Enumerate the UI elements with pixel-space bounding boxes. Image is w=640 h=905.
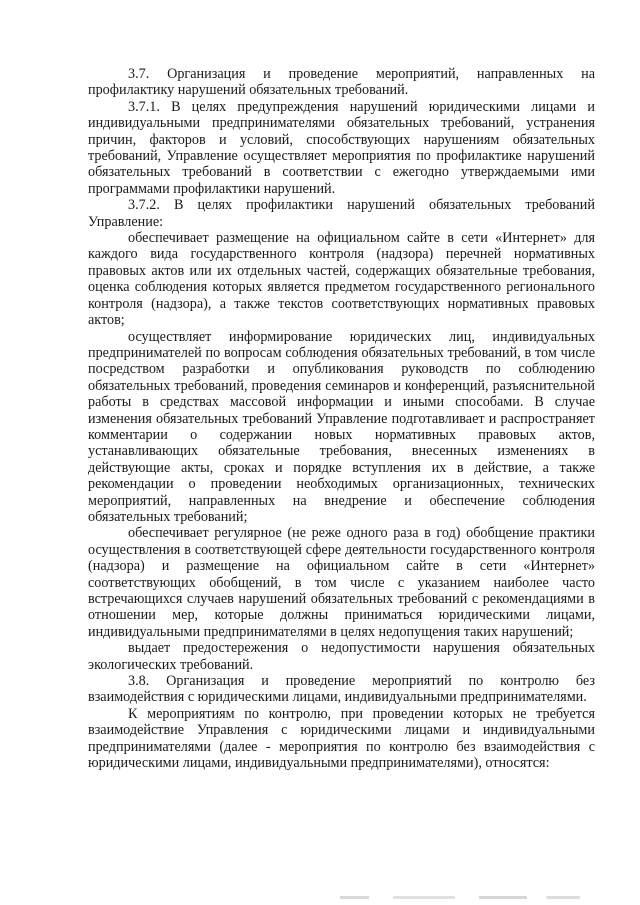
section-3-8-heading: 3.8. Организация и проведение мероприятий по контролю без взаимодействия с юридическими лицами, индивидуальными предпринимателями. — [88, 673, 595, 706]
section-3-8-intro-paragraph: К мероприятиям по контролю, при проведении которых не требуется взаимодействие Управления с юридическими лицами и индивидуальными предпринимателями (далее - мероприятия по контролю без взаимодействия с юридическими лицами, индивидуальными предпринимателями), относятся: — [88, 705, 595, 772]
list-item-warnings: выдает предостережения о недопустимости нарушения обязательных экологических требований. — [88, 640, 595, 673]
list-item-website-publication: обеспечивает размещение на официальном сайте в сети «Интернет» для каждого вида государственного контроля (надзора) перечней нормативных правовых актов или их отдельных частей, содержащих обязательные требования, оценка соблюдения которых является предметом государственного регионального контроля (надзора), а также текстов соответствующих нормативных правовых актов; — [88, 230, 595, 329]
list-item-practice-summary: обеспечивает регулярное (не реже одного раза в год) обобщение практики осуществления в соответствующей сфере деятельности государственного контроля (надзора) и размещение на официальном сайте в сети «Интернет» соответствующих обобщений, в том числе с указанием наиболее часто встречающихся случаев нарушений обязательных требований с рекомендациями в отношении мер, которые должны приниматься юридическими лицами, индивидуальными предпринимателями в целях недопущения таких нарушений; — [88, 525, 595, 640]
section-3-7-2-paragraph: 3.7.2. В целях профилактики нарушений обязательных требований Управление: — [88, 197, 595, 230]
section-3-7-1-paragraph: 3.7.1. В целях предупреждения нарушений юридическими лицами и индивидуальными предпринимателями обязательных требований, устранения причин, факторов и условий, способствующих нарушениям обязательных требований, Управление осуществляет мероприятия по профилактике нарушений обязательных требований в соответствии с ежегодно утверждаемыми ими программами профилактики нарушений. — [88, 98, 595, 197]
section-3-7-heading: 3.7. Организация и проведение мероприятий, направленных на профилактику нарушений обязательных требований. — [88, 66, 595, 99]
document-body — [88, 66, 595, 771]
list-item-informing: осуществляет информирование юридических лиц, индивидуальных предпринимателей по вопросам соблюдения обязательных требований, в том числе посредством разработки и опубликования руководств по соблюдению обязательных требований, проведения семинаров и конференций, разъяснительной работы в средствах массовой информации и иными способами. В случае изменения обязательных требований Управление подготавливает и распространяет комментарии о содержании новых нормативных правовых актов, устанавливающих обязательные требования, внесенных изменениях в действующие акты, сроках и порядке вступления их в действие, а также рекомендации о проведении необходимых организационных, технических мероприятий, направленных на внедрение и обеспечение соблюдения обязательных требований; — [88, 328, 595, 525]
scan-artifact-strip — [340, 896, 580, 899]
